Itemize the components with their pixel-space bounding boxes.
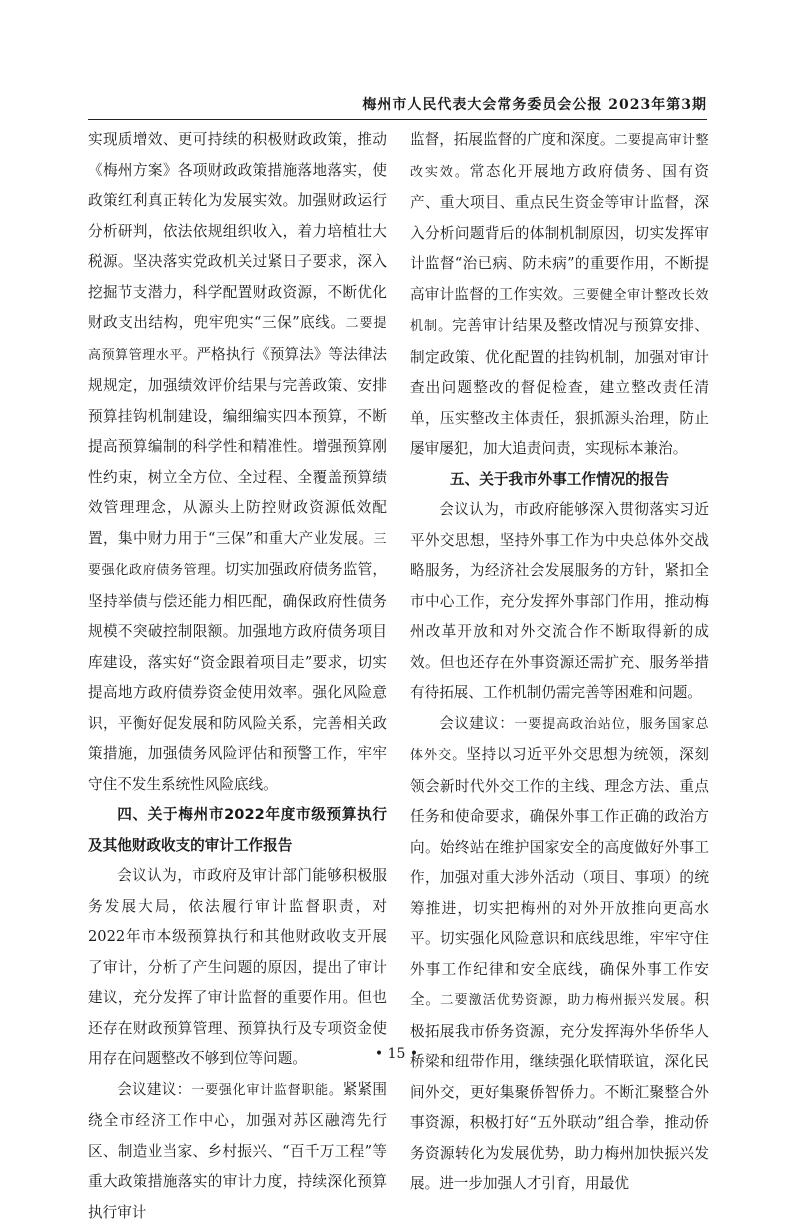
paragraph-fiscal-policy [88,125,387,800]
lead-phrase: 二要激活优势资源，助力梅州振兴发展。 [440,993,694,1008]
paragraph-foreign-affairs-suggestions [410,709,709,1200]
paragraph-foreign-affairs-opinion: 会议认为，市政府能够深入贯彻落实习近平外交思想，坚持外事工作为中央总体外交战略服务，为经济社会发展服务的方针，紧扣全市中心工作，充分发挥外事部门作用，推动梅州改革开放和对外交流合作不断取得新的成效。但也还存在外事资源还需扩充、服务举措有待拓展、工作机制仍需完善等困难和问题。 [410,495,709,709]
lead-phrase: 二要提高预算管理水平。 [88,316,387,363]
header-divider [88,119,707,120]
lead-phrase: 一要强化审计监督职能。 [191,1083,342,1098]
paragraph-text: 严格执行《预算法》等法律法规规定，加强绩效评价结果与完善政策、安排预算挂钩机制建设，编细编实四本预算，不断提高预算编制的科学性和精准性。增强预算刚性约束，树立全方位、全过程、全覆盖预算绩效管理理念，从源头上防控财政资源低效配置，集中财力用于“三保”和重大产业发展。 [88,346,387,547]
paragraph-text: 常态化开展地方政府债务、国有资产、重大项目、重点民生资金等审计监督，深入分析问题背后的体制机制原因，切实发挥审计监督“治已病、防未病”的重要作用，不断提高审计监督的工作实效。 [410,163,709,303]
paragraph-audit-suggestions [88,1075,387,1228]
publication-header: 梅州市人民代表大会常务委员会公报 2023年第3期 [88,94,707,116]
paragraph-text: 切实加强政府债务监管，坚持举债与偿还能力相匹配，确保政府性债务规模不突破控制限额。加强地方政府债务项目库建设，落实好“资金跟着项目走”要求，切实提高地方政府债券资金使用效率。强化风险意识，平衡好促发展和防风险关系，完善相关政策措施，加强债务风险评估和预警工作，牢牢守住不发生系统性风险底线。 [88,561,387,793]
section-heading-audit-report: 四、关于梅州市2022年度市级预算执行及其他财政收支的审计工作报告 [88,800,387,861]
lead-phrase: 三要强化政府债务管理。 [88,532,387,579]
paragraph-text: 完善审计结果及整改情况与预算安排、制定政策、优化配置的挂钩机制，加强对审计查出问题整改的督促检查，建立整改责任清单，压实整改主体责任，狠抓源头治理，防止屡审屡犯，加大追责问责，实现标本兼治。 [410,317,709,457]
paragraph-text: 实现质增效、更可持续的积极财政政策，推动《梅州方案》各项财政政策措施落地落实，使政策红利真正转化为发展实效。加强财政运行分析研判，依法依规组织收入，着力培植壮大税源。坚决落实党政机关过紧日子要求，深入挖掘节支潜力，科学配置财政资源，不断优化财政支出结构，兜牢兜实“三保”底线。 [88,131,387,331]
paragraph-audit-opinion: 会议认为，市政府及审计部门能够积极服务发展大局，依法履行审计监督职责，对2022年市本级预算执行和其他财政收支开展了审计，分析了产生问题的原因，提出了审计建议，充分发挥了审计监督的重要作用。但也还存在财政预算管理、预算执行及专项资金使用存在问题整改不够到位等问题。 [88,861,387,1075]
right-column [410,125,709,1200]
lead-phrase: 二要提高审计整改实效。 [410,133,709,180]
page-number: • 15 • [0,1046,793,1062]
paragraph-audit-continued [410,125,709,465]
paragraph-text: 坚持以习近平外交思想为统领，深刻领会新时代外交工作的主线、理念方法、重点任务和使命要求，确保外事工作正确的政治方向。始终站在维护国家安全的高度做好外事工作，加强对重大涉外活动（项目、事项）的统筹推进，切实把梅州的对外开放推向更高水平。切实强化风险意识和底线思维，牢牢守住外事工作纪律和安全底线，确保外事工作安全。 [410,746,709,1008]
left-column [88,125,387,1228]
paragraph-text: 会议建议： [117,1081,191,1098]
lead-phrase: 三要健全审计整改长效机制。 [410,288,709,335]
section-heading-foreign-affairs: 五、关于我市外事工作情况的报告 [410,465,709,496]
paragraph-text: 会议建议： [439,715,514,732]
lead-phrase: 一要提高政治站位，服务国家总体外交。 [410,717,709,764]
paragraph-text: 紧紧围绕全市经济工作中心，加强对苏区融湾先行区、制造业当家、乡村振兴、“百千万工程”等重大政策措施落实的审计力度，持续深化预算执行审计 [88,1081,387,1221]
paragraph-text: 监督，拓展监督的广度和深度。 [410,131,614,148]
paragraph-text: 积极拓展我市侨务资源，充分发挥海外华侨华人桥梁和纽带作用，继续强化联情联谊，深化民间外交，更好集聚侨智侨力。不断汇聚整合外事资源，积极打好“五外联动”组合拳，推动侨务资源转化为发展优势，助力梅州加快振兴发展。进一步加强人才引育，用最优 [410,991,709,1192]
